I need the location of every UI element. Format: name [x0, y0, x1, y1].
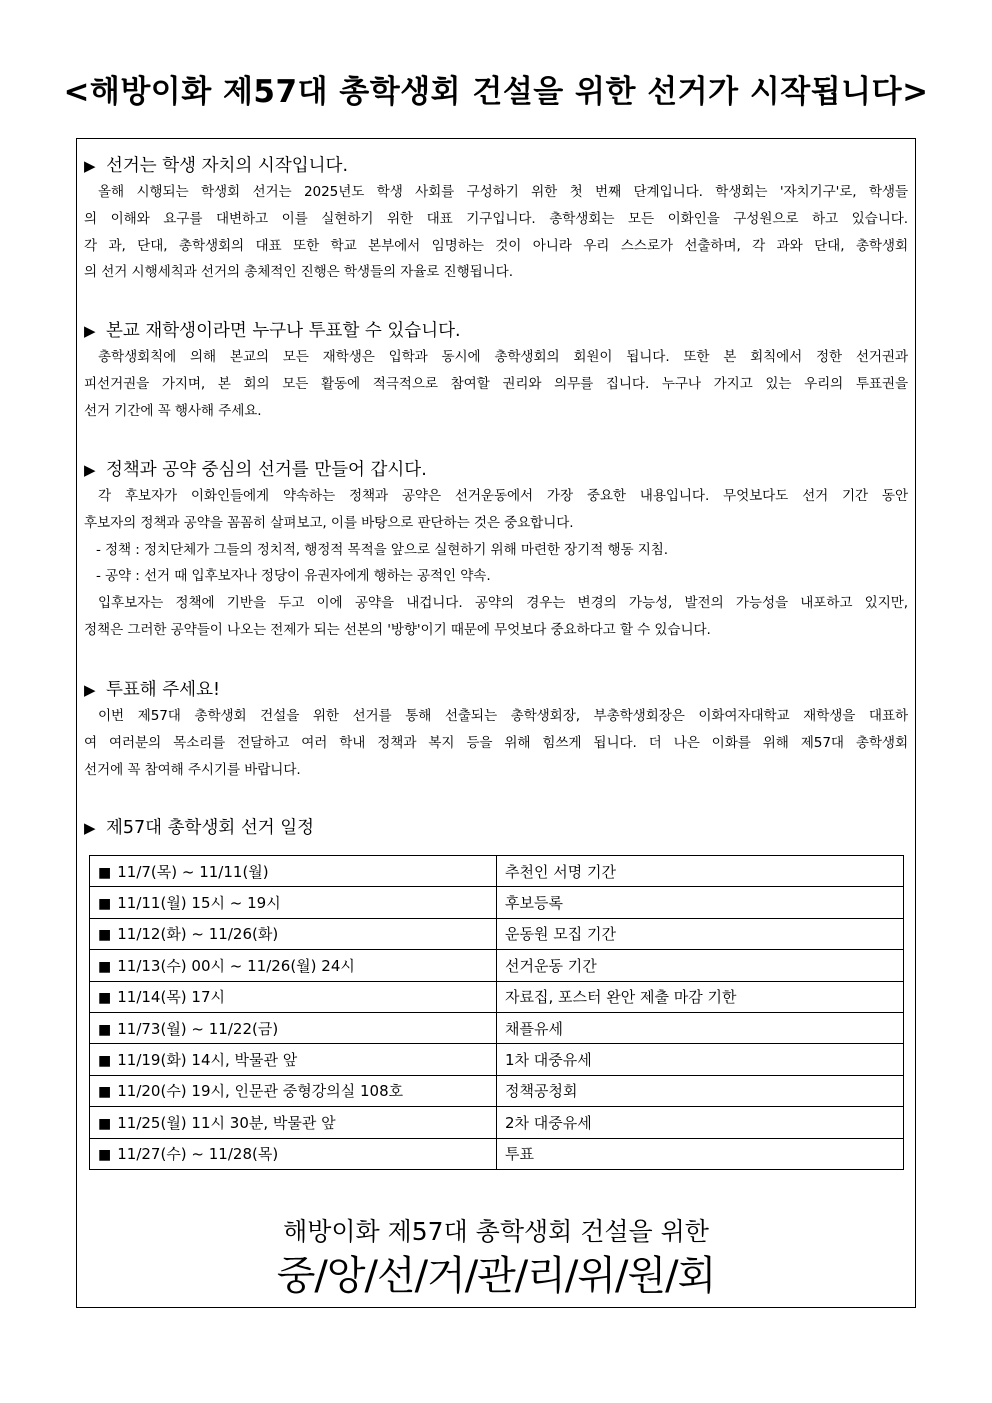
schedule-date: ■ 11/27(수) ~ 11/28(목): [90, 1138, 497, 1169]
schedule-event: 1차 대중유세: [497, 1044, 904, 1075]
square-bullet-icon: ■: [98, 864, 112, 881]
table-row: [90, 887, 904, 918]
square-bullet-icon: ■: [98, 927, 112, 944]
square-bullet-icon: ■: [98, 1147, 112, 1164]
schedule-date: ■ 11/13(수) 00시 ~ 11/26(월) 24시: [90, 950, 497, 981]
triangle-bullet-icon: ▶: [84, 157, 96, 175]
section-heading: ▶ 정책과 공약 중심의 선거를 만들어 갑시다.: [84, 457, 908, 483]
schedule-date: ■ 11/25(월) 11시 30분, 박물관 앞: [90, 1107, 497, 1138]
schedule-event: 선거운동 기간: [497, 950, 904, 981]
section-heading: ▶ 선거는 학생 자치의 시작입니다.: [84, 153, 908, 179]
table-row: [90, 981, 904, 1012]
definition-pledge: - 공약 : 선거 때 입후보자나 정당이 유권자에게 행하는 공적인 약속.: [96, 568, 491, 585]
paragraph-line: 여 여러분의 목소리를 전달하고 여러 학내 정책과 복지 등을 위해 힘쓰게 됩니다. 더 나은 이화를 위해 제57대 총학생회: [84, 734, 908, 751]
section-heading: ▶ 투표해 주세요!: [84, 677, 908, 703]
triangle-bullet-icon: ▶: [84, 322, 96, 340]
table-row: [90, 1138, 904, 1169]
schedule-date: ■ 11/11(월) 15시 ~ 19시: [90, 887, 497, 918]
table-row: [90, 950, 904, 981]
footer-subtitle: 해방이화 제57대 총학생회 건설을 위한: [283, 1217, 709, 1246]
section-please-vote: [84, 677, 908, 783]
schedule-table: [89, 855, 904, 1170]
square-bullet-icon: ■: [98, 1021, 112, 1038]
paragraph-line: 올해 시행되는 학생회 선거는 2025년도 학생 사회를 구성하기 위한 첫 번째 단계입니다. 학생회는 '자치기구'로, 학생들: [98, 184, 908, 200]
triangle-bullet-icon: ▶: [84, 819, 96, 837]
schedule-event: 2차 대중유세: [497, 1107, 904, 1138]
paragraph-line: 선거 기간에 꼭 행사해 주세요.: [84, 402, 262, 419]
definition-policy: - 정책 : 정치단체가 그들의 정치적, 행정적 목적을 앞으로 실현하기 위해 마련한 장기적 행동 지침.: [96, 541, 669, 558]
schedule-event: 운동원 모집 기간: [497, 918, 904, 949]
paragraph-line: 의 이해와 요구를 대변하고 이를 실현하기 위한 대표 기구입니다. 총학생회는 모든 이화인을 구성원으로 하고 있습니다.: [84, 210, 908, 227]
schedule-event: 추천인 서명 기간: [497, 856, 904, 887]
section-body: [84, 344, 908, 424]
section-heading: ▶ 본교 재학생이라면 누구나 투표할 수 있습니다.: [84, 318, 908, 344]
paragraph-line: 선거에 꼭 참여해 주시기를 바랍니다.: [84, 761, 301, 778]
schedule-event: 채플유세: [497, 1012, 904, 1043]
square-bullet-icon: ■: [98, 990, 112, 1007]
schedule-event: 투표: [497, 1138, 904, 1169]
section-schedule: [84, 815, 908, 841]
table-row: [90, 1012, 904, 1043]
section-anyone-can-vote: [84, 318, 908, 424]
section-body: [84, 179, 908, 286]
section-body: [84, 483, 908, 644]
table-row: [90, 1075, 904, 1106]
schedule-event: 정책공청회: [497, 1075, 904, 1106]
paragraph-line: 정책은 그러한 공약들이 나오는 전제가 되는 선본의 '방향'이기 때문에 무엇보다 중요하다고 할 수 있습니다.: [84, 621, 711, 638]
paragraph-line: 입후보자는 정책에 기반을 두고 이에 공약을 내겁니다. 공약의 경우는 변경의 가능성, 발전의 가능성을 내포하고 있지만,: [98, 595, 908, 612]
schedule-date: ■ 11/20(수) 19시, 인문관 중형강의실 108호: [90, 1075, 497, 1106]
table-row: [90, 1044, 904, 1075]
schedule-date: ■ 11/14(목) 17시: [90, 981, 497, 1012]
section-body: [84, 703, 908, 783]
schedule-event: 후보등록: [497, 887, 904, 918]
schedule-date: ■ 11/19(화) 14시, 박물관 앞: [90, 1044, 497, 1075]
paragraph-line: 총학생회칙에 의해 본교의 모든 재학생은 입학과 동시에 총학생회의 회원이 됩니다. 또한 본 회칙에서 정한 선거권과: [98, 349, 908, 365]
schedule-date: ■ 11/12(화) ~ 11/26(화): [90, 918, 497, 949]
table-row: [90, 1107, 904, 1138]
paragraph-line: 후보자의 정책과 공약을 꼼꼼히 살펴보고, 이를 바탕으로 판단하는 것은 중요합니다.: [84, 514, 574, 531]
square-bullet-icon: ■: [98, 1115, 112, 1132]
page-title: <해방이화 제57대 총학생회 건설을 위한 선거가 시작됩니다>: [63, 74, 929, 110]
square-bullet-icon: ■: [98, 958, 112, 975]
triangle-bullet-icon: ▶: [84, 461, 96, 479]
schedule-heading: ▶ 제57대 총학생회 선거 일정: [84, 815, 908, 841]
section-student-autonomy: [84, 153, 908, 286]
square-bullet-icon: ■: [98, 1053, 112, 1070]
paragraph-line: 각 과, 단대, 총학생회의 대표 또한 학교 본부에서 임명하는 것이 아니라 우리 스스로가 선출하며, 각 과와 단대, 총학생회: [84, 237, 908, 254]
schedule-date: ■ 11/7(목) ~ 11/11(월): [90, 856, 497, 887]
square-bullet-icon: ■: [98, 1084, 112, 1101]
paragraph-line: 피선거권을 가지며, 본 회의 모든 활동에 적극적으로 참여할 권리와 의무를 집니다. 누구나 가지고 있는 우리의 투표권을: [84, 375, 908, 392]
footer-organization: 중/앙/선/거/관/리/위/원/회: [276, 1253, 716, 1299]
paragraph-line: 각 후보자가 이화인들에게 약속하는 정책과 공약은 선거운동에서 가장 중요한 내용입니다. 무엇보다도 선거 기간 동안: [98, 488, 908, 504]
square-bullet-icon: ■: [98, 896, 112, 913]
schedule-event: 자료집, 포스터 완안 제출 마감 기한: [497, 981, 904, 1012]
schedule-date: ■ 11/73(월) ~ 11/22(금): [90, 1012, 497, 1043]
paragraph-line: 이번 제57대 총학생회 건설을 위한 선거를 통해 선출되는 총학생회장, 부총학생회장은 이화여자대학교 재학생을 대표하: [98, 708, 908, 724]
paragraph-line: 의 선거 시행세칙과 선거의 총체적인 진행은 학생들의 자율로 진행됩니다.: [84, 264, 513, 281]
section-policy-pledges: [84, 457, 908, 644]
triangle-bullet-icon: ▶: [84, 681, 96, 699]
table-row: [90, 856, 904, 887]
table-row: [90, 918, 904, 949]
